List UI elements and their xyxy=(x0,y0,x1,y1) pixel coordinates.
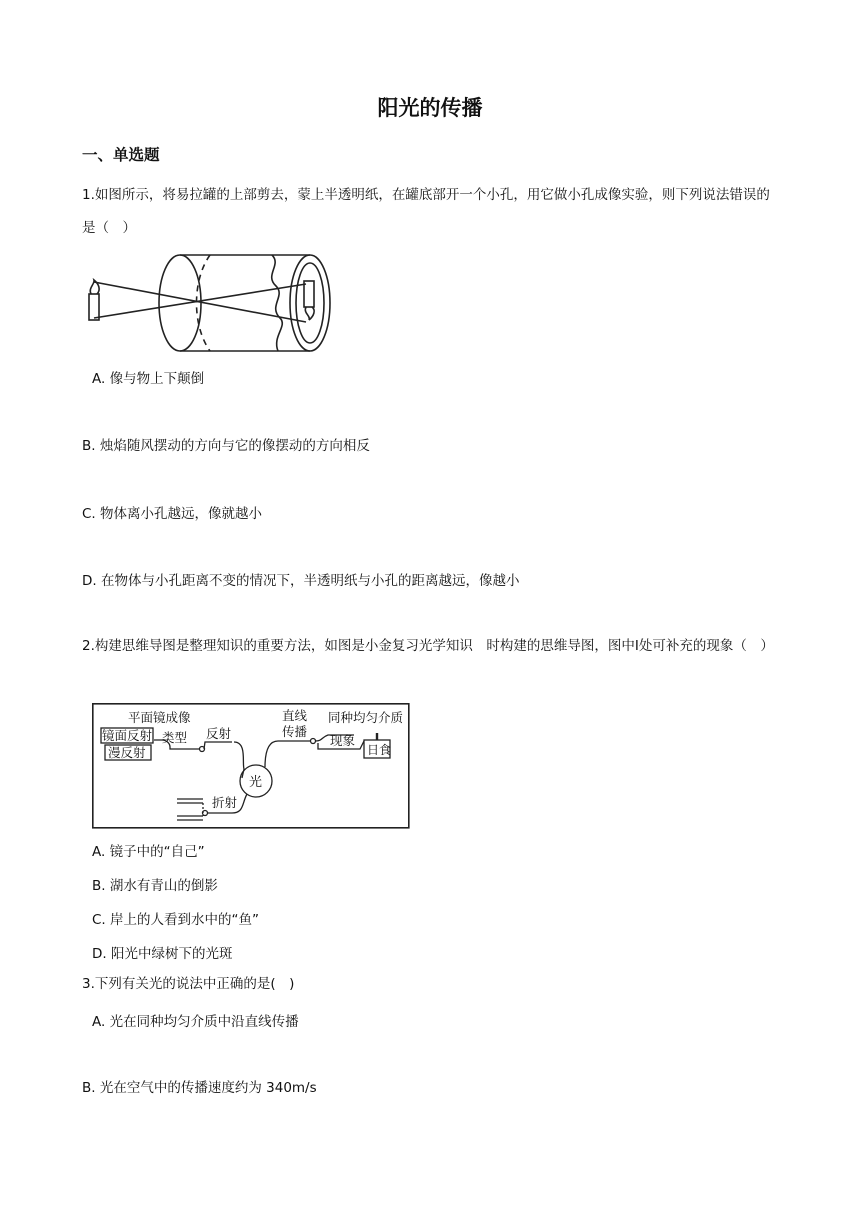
q1-option-d: D. 在物体与小孔距离不变的情况下，半透明纸与小孔的距离越远，像越小 xyxy=(82,573,520,589)
mindmap-medium: 同种均匀介质 xyxy=(328,710,404,725)
section-heading: 一、单选题 xyxy=(82,146,160,164)
mindmap-refraction: 折射 xyxy=(212,795,238,810)
mindmap-straight-line: 直线 xyxy=(282,708,308,723)
q2-option-a: A. 镜子中的“自己” xyxy=(92,844,205,860)
mindmap-plane-mirror: 平面镜成像 xyxy=(128,710,191,725)
mindmap-type: 类型 xyxy=(162,730,188,745)
mindmap-eclipse: 日食 xyxy=(367,743,392,757)
q1-option-c: C. 物体离小孔越远，像就越小 xyxy=(82,506,263,522)
page-title: 阳光的传播 xyxy=(377,96,483,120)
mindmap-reflection: 反射 xyxy=(206,726,232,741)
pinhole-camera-figure xyxy=(82,250,332,356)
q3-option-a: A. 光在同种均匀介质中沿直线传播 xyxy=(92,1014,299,1030)
mindmap-center: 光 xyxy=(249,775,263,790)
optics-mind-map xyxy=(92,703,410,829)
mindmap-phenomenon: 现象 xyxy=(330,733,356,748)
q2-option-c: C. 岸上的人看到水中的“鱼” xyxy=(92,912,259,928)
q1-option-b: B. 烛焰随风摆动的方向与它的像摆动的方向相反 xyxy=(82,438,370,454)
mindmap-diffuse: 漫反射 xyxy=(108,745,146,760)
q1-option-a: A. 像与物上下颠倒 xyxy=(92,371,205,387)
q2-option-d: D. 阳光中绿树下的光斑 xyxy=(92,946,233,962)
mindmap-specular: 镜面反射 xyxy=(102,728,153,743)
q3-option-b: B. 光在空气中的传播速度约为 340m/s xyxy=(82,1080,317,1096)
mindmap-propagation: 传播 xyxy=(282,724,308,739)
question-3-stem: 3.下列有关光的说法中正确的是( ) xyxy=(82,976,295,992)
question-2-stem: 2.构建思维导图是整理知识的重要方法，如图是小金复习光学知识 时构建的思维导图，图中Ⅰ处可补充的现象（ ） xyxy=(82,638,774,654)
q2-option-b: B. 湖水有青山的倒影 xyxy=(92,878,218,894)
question-1-stem: 1.如图所示，将易拉罐的上部剪去，蒙上半透明纸，在罐底部开一个小孔，用它做小孔成像实验，则下列说法错误的是（ ） xyxy=(82,187,770,236)
